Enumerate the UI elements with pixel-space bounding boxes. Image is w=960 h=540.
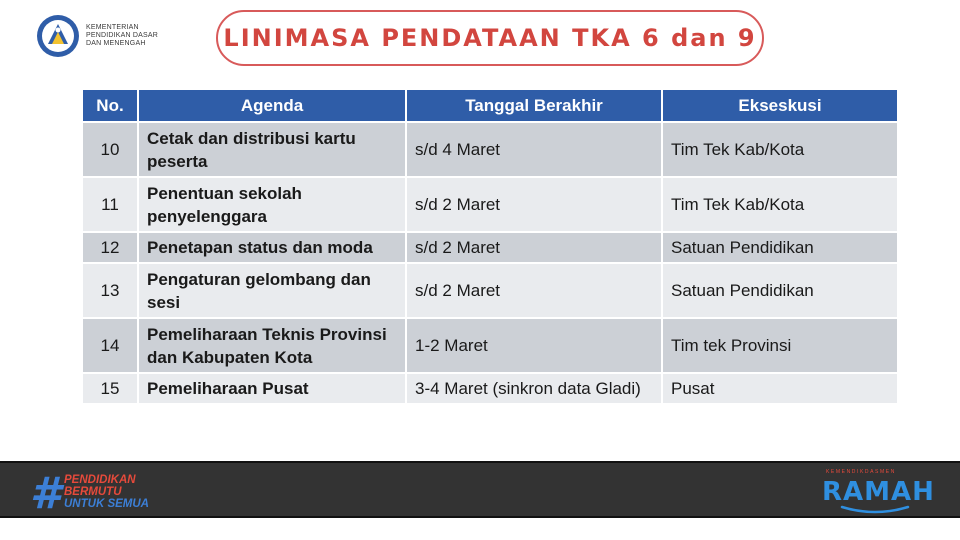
ministry-name-line: DAN MENENGAH [86, 40, 146, 47]
row-tanggal: 1-2 Maret [406, 318, 662, 373]
ministry-logo [36, 14, 158, 58]
tut-wuri-handayani-logo-icon [36, 14, 80, 58]
title-banner [216, 10, 764, 66]
row-eksekusi: Satuan Pendidikan [662, 263, 897, 318]
hashtag-icon: # [30, 468, 61, 519]
row-agenda: Penentuan sekolah penyelenggara [138, 177, 406, 232]
ministry-name-line: PENDIDIKAN DASAR [86, 32, 159, 39]
row-tanggal: 3-4 Maret (sinkron data Gladi) [406, 373, 662, 403]
row-no: 13 [83, 263, 138, 318]
table-row [83, 232, 897, 263]
table-header-row [83, 90, 897, 122]
row-no: 10 [83, 122, 138, 177]
row-eksekusi: Pusat [662, 373, 897, 403]
row-no: 14 [83, 318, 138, 373]
table-row [83, 177, 897, 232]
row-agenda: Penetapan status dan moda [138, 232, 406, 263]
slogan-text [64, 474, 149, 510]
row-eksekusi: Satuan Pendidikan [662, 232, 897, 263]
slogan-line: UNTUK SEMUA [64, 498, 149, 510]
row-eksekusi: Tim Tek Kab/Kota [662, 177, 897, 232]
slogan-line: PENDIDIKAN [64, 474, 136, 486]
header-no: No. [83, 90, 138, 122]
row-no: 15 [83, 373, 138, 403]
slogan-logo [30, 468, 170, 519]
ministry-name-line: KEMENTERIAN [86, 24, 139, 31]
ramah-logo [822, 469, 935, 515]
row-tanggal: s/d 2 Maret [406, 232, 662, 263]
table-row [83, 263, 897, 318]
row-eksekusi: Tim Tek Kab/Kota [662, 122, 897, 177]
slogan-line: BERMUTU [64, 486, 122, 498]
row-no: 11 [83, 177, 138, 232]
footer-bar [0, 461, 960, 518]
row-agenda: Cetak dan distribusi kartu peserta [138, 122, 406, 177]
row-no: 12 [83, 232, 138, 263]
row-tanggal: s/d 2 Maret [406, 263, 662, 318]
ramah-wordmark: RAMAH [822, 477, 935, 507]
header-eksekusi: Ekseskusi [662, 90, 897, 122]
smile-icon [840, 505, 910, 515]
row-tanggal: s/d 4 Maret [406, 122, 662, 177]
row-eksekusi: Tim tek Provinsi [662, 318, 897, 373]
ministry-name [86, 24, 158, 48]
timeline-table [83, 90, 897, 403]
header-tanggal: Tanggal Berakhir [406, 90, 662, 122]
ramah-tagline: KEMENDIKDASMEN [826, 469, 896, 475]
row-agenda: Pemeliharaan Teknis Provinsi dan Kabupaten Kota [138, 318, 406, 373]
page-title: LINIMASA PENDATAAN TKA 6 dan 9 [223, 24, 757, 52]
table-row [83, 373, 897, 403]
row-tanggal: s/d 2 Maret [406, 177, 662, 232]
row-agenda: Pengaturan gelombang dan sesi [138, 263, 406, 318]
table-row [83, 122, 897, 177]
header-agenda: Agenda [138, 90, 406, 122]
row-agenda: Pemeliharaan Pusat [138, 373, 406, 403]
table-row [83, 318, 897, 373]
